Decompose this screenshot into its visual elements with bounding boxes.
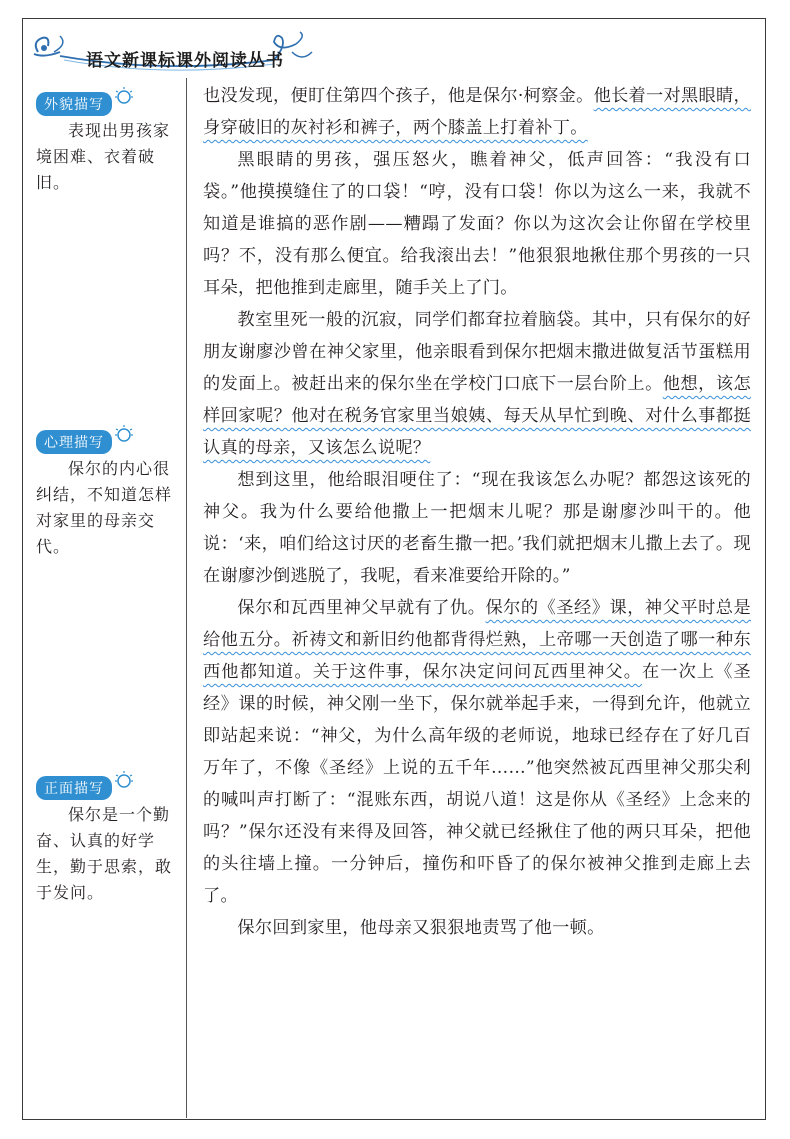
paragraph-text: 在一次上《圣经》课的时候，神父刚一坐下，保尔就举起手来，一得到允许，他就立即站起来说：“神父，为什么高年级的老师说，地球已经存在了好几百万年了，不像《圣经》上说的五千年……”他突然被瓦西里神父那尖利的喊叫声打断了：“混账东西，胡说八道！这是你从《圣经》上念来的吗？”保尔还没有来得及回答，神父就已经揪住了他的两只耳朵，把他的头往墙上撞。一分钟后，撞伤和吓昏了的保尔被神父推到走廊上去了。: [203, 662, 752, 906]
note-text: 表现出男孩家境困难、衣着破旧。: [36, 121, 171, 192]
note-tag: [36, 776, 112, 800]
paragraph: 保尔回到家里，他母亲又狠狠地责骂了他一顿。: [237, 918, 605, 938]
paragraph: 想到这里，他给眼泪哽住了：“现在我该怎么办呢？都怨这该死的神父。我为什么要给他撒上一把烟末儿呢？那是谢廖沙叫干的。他说：‘来，咱们给这讨厌的老畜生撒一把。’我们就把烟末儿撒上去了。现在谢廖沙倒逃脱了，我呢，看来准要给开除的。”: [203, 470, 751, 586]
note-tag: [36, 92, 112, 116]
paragraph-text: 保尔和瓦西里神父早就有了仇。: [237, 598, 486, 618]
annotated-text: 他想，该怎样回家呢？他对在税务官家里当娘姨、每天从早忙到晚、对什么事都挺认真的母亲，又该怎么说呢？: [203, 374, 751, 458]
margin-note-psychology: [36, 430, 176, 560]
margin-note-direct: [36, 776, 176, 906]
note-tag-label: 外貌描写: [44, 97, 104, 113]
annotated-text: 保尔的《圣经》课，神父平时总是给他五分。祈祷文和新旧约他都背得烂熟，上帝哪一天创造了哪一种东西他都知道。关于这件事，保尔决定问问瓦西里神父。: [203, 598, 751, 682]
paragraph: [203, 304, 751, 464]
note-tag-label: 正面描写: [44, 781, 104, 797]
note-tag: [36, 430, 112, 454]
lightbulb-icon: [114, 770, 134, 794]
margin-note-appearance: [36, 92, 176, 196]
series-title: 语文新课标课外阅读丛书: [86, 51, 284, 71]
page-header: [24, 22, 764, 72]
note-text: 保尔的内心很纠结，不知道怎样对家里的母亲交代。: [36, 459, 173, 556]
column-divider: [186, 78, 187, 1118]
annotated-text: 他长着一对黑眼睛，身穿破旧的灰衬衫和裤子，两个膝盖上打着补丁。: [203, 86, 751, 138]
lightbulb-icon: [114, 424, 134, 448]
paragraph: [203, 592, 751, 912]
paragraph-text: 教室里死一般的沉寂，同学们都耷拉着脑袋。其中，只有保尔的好朋友谢廖沙曾在神父家里，他亲眼看到保尔把烟末撒进做复活节蛋糕用的发面上。被赶出来的保尔坐在学校门口底下一层台阶上。: [203, 310, 751, 394]
paragraph: 黑眼睛的男孩，强压怒火，瞧着神父，低声回答：“我没有口袋。”他摸摸缝住了的口袋！“哼，没有口袋！你以为这么一来，我就不知道是谁搞的恶作剧——糟蹋了发面？你以为这次会让你留在学校里吗？不，没有那么便宜。给我滚出去！”他狠狠地揪住那个男孩的一只耳朵，把他推到走廊里，随手关上了门。: [203, 150, 751, 298]
lightbulb-icon: [114, 86, 134, 110]
paragraph: [203, 80, 751, 144]
note-text: 保尔是一个勤奋、认真的好学生，勤于思索，敢于发问。: [36, 805, 173, 902]
paragraph-text: 也没发现，便盯住第四个孩子，他是保尔·柯察金。: [203, 86, 594, 106]
main-text: [203, 80, 751, 944]
note-tag-label: 心理描写: [44, 435, 104, 451]
